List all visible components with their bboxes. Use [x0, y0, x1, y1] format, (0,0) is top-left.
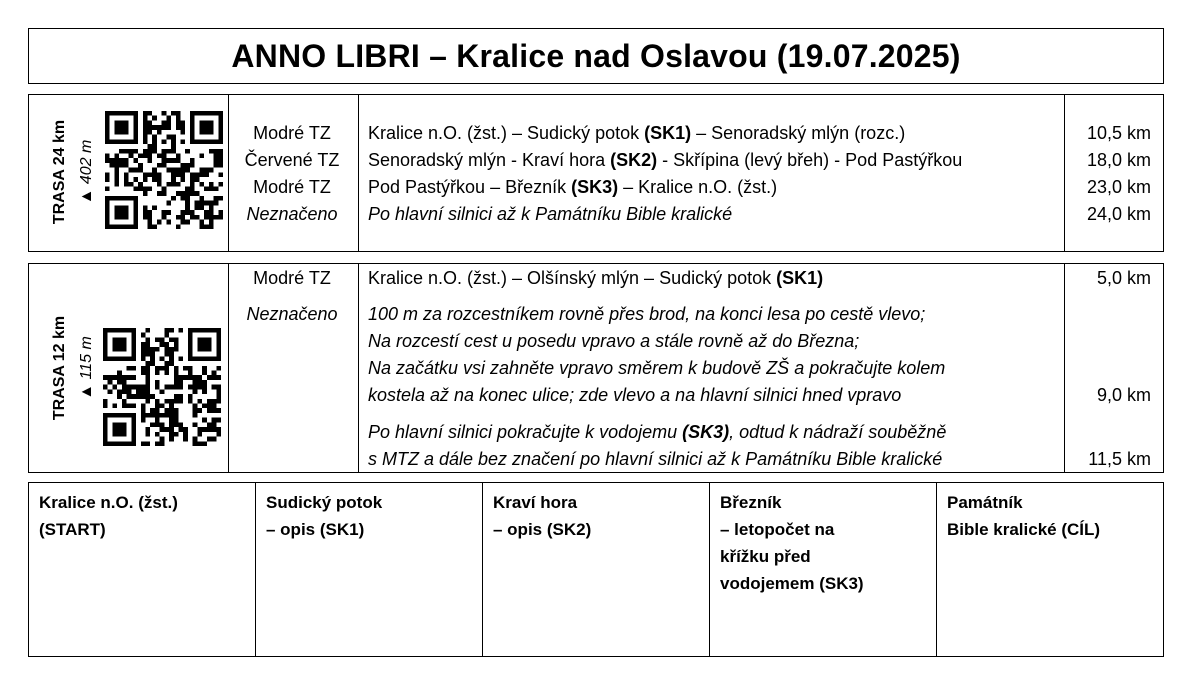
page-title: ANNO LIBRI – Kralice nad Oslavou (19.07.2025): [231, 37, 961, 74]
route-12-desc-2: 100 m za rozcestníkem rovně přes brod, na konci lesa po cestě vlevo; Na rozcestí cest u posedu vpravo a stále rovně až do Března; Na začátku vsi zahněte vpravo směrem k budově ZŠ a pokračujte kolem kostela až na konec ulice; zde vlevo a na hlavní silnici hned vpravo: [368, 304, 946, 405]
route-24-desc-2: Senoradský mlýn - Kraví hora (SK2) - Skřípina (levý břeh) - Pod Pastýřkou: [368, 150, 963, 170]
route-24-desc-1: Kralice n.O. (žst.) – Sudický potok (SK1) – Senoradský mlýn (rozc.): [368, 123, 906, 143]
qr-code-icon: [105, 111, 223, 229]
checkpoint-start: Kralice n.O. (žst.) (START): [29, 483, 256, 656]
route-24-dist-3: 23,0 km: [1086, 177, 1151, 197]
route-24-mark-1: Modré TZ: [253, 123, 331, 143]
checkpoint-table: [28, 482, 1164, 657]
route-12-elevation: ▲ 115 m: [78, 336, 95, 400]
route-12-dist-1: 5,0 km: [1096, 268, 1151, 288]
checkpoint-sk1: Sudický potok – opis (SK1): [256, 483, 483, 656]
route-12-name: TRASA 12 km: [51, 315, 68, 421]
route-24-dist-4: 24,0 km: [1086, 204, 1151, 224]
route-12-desc-1: Kralice n.O. (žst.) – Olšínský mlýn – Sudický potok (SK1): [368, 268, 824, 288]
route-24-desc-4: Po hlavní silnici až k Památníku Bible kralické: [368, 204, 733, 224]
qr-code-12[interactable]: [103, 328, 221, 446]
qr-code-icon: [103, 328, 221, 446]
title-box: [28, 28, 1164, 84]
route-24-section: [28, 94, 1164, 252]
route-12-dist-3: 11,5 km: [1088, 449, 1151, 469]
route-24-label: [29, 95, 103, 251]
route-24-elevation: ▲ 402 m: [78, 139, 95, 205]
route-12-mark-1: Modré TZ: [253, 268, 331, 288]
route-24-desc-3: Pod Pastýřkou – Březník (SK3) – Kralice n.O. (žst.): [368, 177, 778, 197]
route-24-mark-4: Neznačeno: [246, 204, 338, 224]
route-12-section: [28, 263, 1164, 473]
route-24-name: TRASA 24 km: [51, 119, 68, 225]
checkpoint-finish: Památník Bible kralické (CÍL): [947, 493, 1101, 539]
route-12-label: [29, 264, 103, 472]
route-24-dist-1: 10,5 km: [1086, 123, 1151, 143]
route-24-mark-2: Červené TZ: [244, 150, 340, 170]
route-12-desc-3: Po hlavní silnici pokračujte k vodojemu (SK3), odtud k nádraží souběžně s MTZ a dále bez značení po hlavní silnici až k Památníku Bible kralické: [368, 422, 947, 469]
qr-code-24[interactable]: [105, 111, 223, 229]
route-24-mark-3: Modré TZ: [253, 177, 331, 197]
checkpoint-sk3: Březník – letopočet na křížku před vodojemem (SK3): [710, 483, 937, 656]
route-12-dist-2: 9,0 km: [1096, 385, 1151, 405]
checkpoint-sk2: Kraví hora – opis (SK2): [483, 483, 710, 656]
route-24-dist-2: 18,0 km: [1086, 150, 1151, 170]
route-12-mark-2: Neznačeno: [246, 304, 338, 324]
